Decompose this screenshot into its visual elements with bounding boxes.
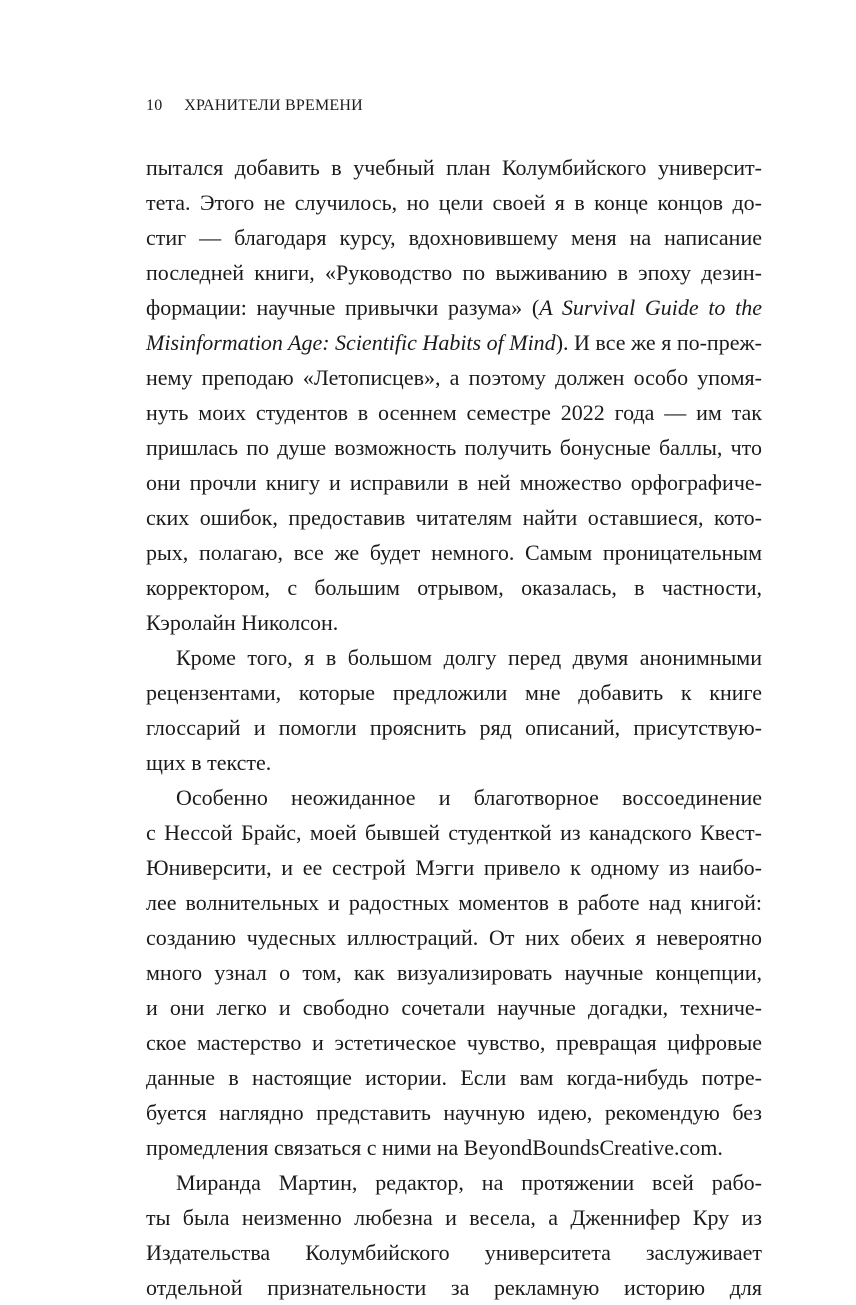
text-line: рых, полагаю, все же будет немного. Самым проницательным	[146, 540, 762, 565]
text-line: лее волнительных и радостных моментов в работе над книгой:	[146, 890, 762, 915]
text-line: ты была неизменно любезна и весела, а Дженнифер Кру из	[146, 1205, 762, 1230]
running-title: ХРАНИТЕЛИ ВРЕМЕНИ	[184, 97, 363, 114]
text-line: глоссарий и помогли прояснить ряд описаний, присутствую-	[146, 715, 762, 740]
text-line: пришлась по душе возможность получить бонусные баллы, что	[146, 435, 762, 460]
text-line: стиг — благодаря курсу, вдохновившему меня на написание	[146, 225, 762, 250]
text-line: и они легко и свободно сочетали научные догадки, техниче-	[146, 995, 762, 1020]
text-line: Кэролайн Николсон.	[146, 610, 339, 635]
text-line: ских ошибок, предоставив читателям найти оставшиеся, кото-	[146, 505, 762, 530]
text-line: отдельной признательности за рекламную историю для	[146, 1275, 762, 1300]
text-line: Юниверсити, и ее сестрой Мэгги привело к одному из наибо-	[146, 855, 762, 880]
text-line: ское мастерство и эстетическое чувство, превращая цифровые	[146, 1030, 762, 1055]
body-text	[146, 150, 762, 1305]
text-line: корректором, с большим отрывом, оказалась, в частности,	[146, 575, 762, 600]
text-line: формации: научные привычки разума» (A Survival Guide to the	[146, 295, 762, 320]
text-line: Кроме того, я в большом долгу перед двумя анонимными	[176, 645, 762, 670]
text-line: с Нессой Брайс, моей бывшей студенткой из канадского Квест-	[146, 820, 762, 845]
text-line: данные в настоящие истории. Если вам когда-нибудь потре-	[146, 1065, 762, 1090]
text-line: рецензентами, которые предложили мне добавить к книге	[146, 680, 762, 705]
italic-title: A Survival Guide to the	[539, 295, 762, 320]
paragraph	[146, 1165, 762, 1305]
text-line: они прочли книгу и исправили в ней множество орфографиче-	[146, 470, 762, 495]
text-line: буется наглядно представить научную идею, рекомендую без	[146, 1100, 762, 1125]
paragraph	[146, 640, 762, 780]
paragraph	[146, 150, 762, 640]
text-line: много узнал о том, как визуализировать научные концепции,	[146, 960, 762, 985]
text-line: пытался добавить в учебный план Колумбийского университ-	[146, 155, 762, 180]
italic-title: Misinformation Age: Scientific Habits of Mind	[146, 330, 556, 355]
text-line: Миранда Мартин, редактор, на протяжении всей рабо-	[176, 1170, 762, 1195]
text-line: щих в тексте.	[146, 750, 272, 775]
running-head	[146, 97, 363, 115]
text-line: Особенно неожиданное и благотворное воссоединение	[176, 785, 762, 810]
text-line: Издательства Колумбийского университета заслуживает	[146, 1240, 762, 1265]
page-number: 10	[146, 97, 163, 114]
text-line: нуть моих студентов в осеннем семестре 2022 года — им так	[146, 400, 762, 425]
paragraph	[146, 780, 762, 1165]
text-line: тета. Этого не случилось, но цели своей я в конце концов до-	[146, 190, 762, 215]
text-line: последней книги, «Руководство по выживанию в эпоху дезин-	[146, 260, 762, 285]
text-line: Misinformation Age: Scientific Habits of Mind). И все же я по-преж-	[146, 330, 762, 355]
text-line: нему преподаю «Летописцев», а поэтому должен особо упомя-	[146, 365, 762, 390]
text-line: созданию чудесных иллюстраций. От них обеих я невероятно	[146, 925, 762, 950]
text-line: промедления связаться с ними на BeyondBoundsCreative.com.	[146, 1135, 723, 1160]
